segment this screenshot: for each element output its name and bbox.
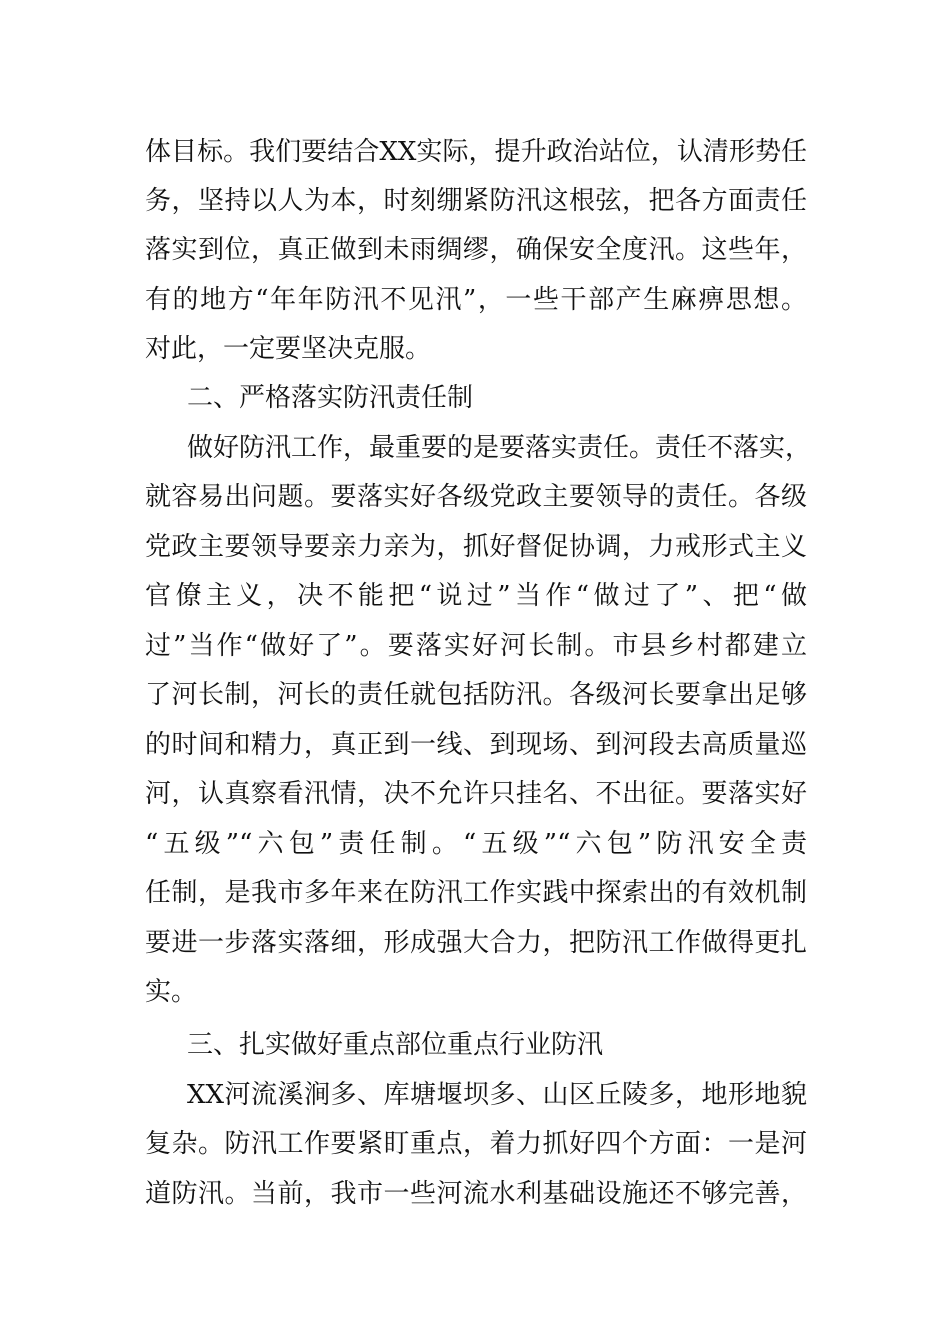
paragraph-2-line-2: 就容易出问题。要落实好各级党政主要领导的责任。各级 xyxy=(145,482,807,512)
section-heading-2: 二、严格落实防汛责任制 xyxy=(187,383,474,413)
section-heading-3: 三、扎实做好重点部位重点行业防汛 xyxy=(187,1030,604,1060)
paragraph-2-line-10: 任制，是我市多年来在防汛工作实践中探索出的有效机制 xyxy=(145,878,807,908)
paragraph-2-line-5: 过”当作“做好了”。要落实好河长制。市县乡村都建立 xyxy=(145,631,807,661)
paragraph-3-line-2: 复杂。防汛工作要紧盯重点，着力抓好四个方面：一是河 xyxy=(145,1129,807,1159)
paragraph-2-line-12: 实。 xyxy=(145,977,198,1007)
paragraph-3-line-3: 道防汛。当前，我市一些河流水利基础设施还不够完善， xyxy=(145,1179,807,1209)
paragraph-2-line-9: “五级”“六包”责任制。“五级”“六包”防汛安全责 xyxy=(145,829,807,859)
paragraph-2-line-11: 要进一步落实落细，形成强大合力，把防汛工作做得更扎 xyxy=(145,928,807,958)
paragraph-2-line-7: 的时间和精力，真正到一线、到现场、到河段去高质量巡 xyxy=(145,730,807,760)
paragraph-1-line-1: 体目标。我们要结合XX实际，提升政治站位，认清形势任 xyxy=(145,137,807,167)
paragraph-2-line-8: 河，认真察看汛情，决不允许只挂名、不出征。要落实好 xyxy=(145,779,807,809)
paragraph-2-line-1: 做好防汛工作，最重要的是要落实责任。责任不落实， xyxy=(187,433,812,463)
paragraph-1-line-5: 对此，一定要坚决克服。 xyxy=(145,334,432,364)
paragraph-1-line-3: 落实到位，真正做到未雨绸缪，确保安全度汛。这些年， xyxy=(145,235,807,265)
paragraph-3-line-1: XX河流溪涧多、库塘堰坝多、山区丘陵多，地形地貌 xyxy=(187,1080,807,1110)
paragraph-2-line-3: 党政主要领导要亲力亲为，抓好督促协调，力戒形式主义 xyxy=(145,532,807,562)
paragraph-1-line-2: 务，坚持以人为本，时刻绷紧防汛这根弦，把各方面责任 xyxy=(145,186,807,216)
paragraph-2-line-6: 了河长制，河长的责任就包括防汛。各级河长要拿出足够 xyxy=(145,680,807,710)
paragraph-1-line-4: 有的地方“年年防汛不见汛”，一些干部产生麻痹思想。 xyxy=(145,285,807,315)
paragraph-2-line-4: 官僚主义，决不能把“说过”当作“做过了”、把“做 xyxy=(145,581,807,611)
